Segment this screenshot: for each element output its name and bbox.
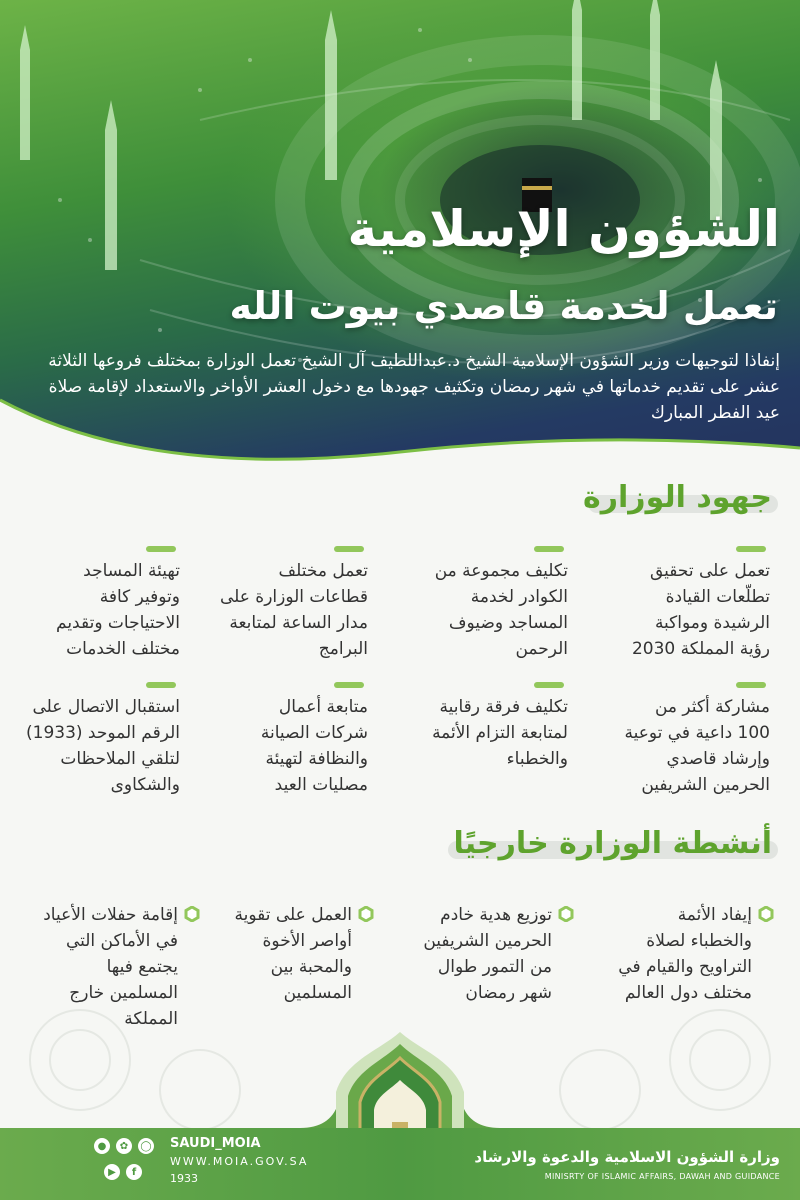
instagram-icon[interactable]: ◯ [138, 1138, 154, 1154]
social-handle[interactable]: SAUDI_MOIA [170, 1136, 261, 1151]
hexagon-bullet-icon [184, 906, 200, 922]
efforts-heading: جهود الوزارة [583, 480, 778, 515]
hexagon-bullet-icon [358, 906, 374, 922]
youtube-icon[interactable]: ▶ [104, 1164, 120, 1180]
bullet-bar [334, 682, 364, 688]
ministry-name-ar: وزارة الشؤون الاسلامية والدعوة والارشاد [474, 1148, 780, 1166]
twitter-icon[interactable]: ✿ [116, 1138, 132, 1154]
bullet-bar [146, 546, 176, 552]
hexagon-bullet-icon [758, 906, 774, 922]
hero-banner [0, 0, 800, 470]
bullet-bar [736, 546, 766, 552]
facebook-icon[interactable]: f [126, 1164, 142, 1180]
hero-wave-divider [0, 390, 800, 470]
footer-ministry [474, 1148, 780, 1181]
efforts-item: تعمل مختلف قطاعات الوزارة على مدار الساعة لمتابعة البرامج [188, 546, 368, 662]
bullet-bar [146, 682, 176, 688]
efforts-item: استقبال الاتصال على الرقم الموحد (1933) لتلقي الملاحظات والشكاوى [0, 682, 180, 798]
hero-title: الشؤون الإسلامية [347, 200, 780, 258]
snapchat-icon[interactable]: ● [94, 1138, 110, 1154]
ministry-name-en: MINISRTY OF ISLAMIC AFFAIRS, DAWAH AND GUIDANCE [544, 1172, 780, 1181]
bullet-bar [736, 682, 766, 688]
website-link[interactable]: WWW.MOIA.GOV.SA [170, 1155, 309, 1168]
efforts-item: متابعة أعمال شركات الصيانة والنظافة لتهيئة مصليات العيد [188, 682, 368, 798]
external-item: العمل على تقوية أواصر الأخوة والمحبة بين المسلمين [182, 902, 352, 1006]
efforts-item: تكليف مجموعة من الكوادر لخدمة المساجد وضيوف الرحمن [388, 546, 568, 662]
external-item: إقامة حفلات الأعياد في الأماكن التي يجتمع فيها المسلمين خارج المملكة [8, 902, 178, 1032]
efforts-item: مشاركة أكثر من 100 داعية في توعية وإرشاد قاصدي الحرمين الشريفين [590, 682, 770, 798]
bullet-bar [534, 682, 564, 688]
bullet-bar [534, 546, 564, 552]
external-item: إيفاد الأئمة والخطباء لصلاة التراويح والقيام في مختلف دول العالم [582, 902, 752, 1006]
external-heading: أنشطة الوزارة خارجيًا [453, 826, 778, 861]
efforts-item: تعمل على تحقيق تطلّعات القيادة الرشيدة ومواكبة رؤية المملكة 2030 [590, 546, 770, 662]
footer-contact [170, 1136, 308, 1185]
hero-subtitle: تعمل لخدمة قاصدي بيوت الله [229, 284, 778, 328]
phone-number[interactable]: 1933 [170, 1172, 198, 1185]
social-icons [94, 1138, 164, 1188]
hexagon-bullet-icon [558, 906, 574, 922]
hero-paragraph: إنفاذا لتوجيهات وزير الشؤون الإسلامية الشيخ د.عبداللطيف آل الشيخ تعمل الوزارة بمختلف فروعها الثلاثة عشر على تقديم خدماتها في شهر رمضان وتكثيف جهودها مع دخول العشر الأواخر والاستعداد لإقامة صلاة عيد الفطر المبارك [48, 351, 780, 423]
efforts-item: تكليف فرقة رقابية لمتابعة التزام الأئمة والخطباء [388, 682, 568, 772]
bullet-bar [334, 546, 364, 552]
efforts-item: تهيئة المساجد وتوفير كافة الاحتياجات وتقديم مختلف الخدمات [0, 546, 180, 662]
external-item: توزيع هدية خادم الحرمين الشريفين من التمور طوال شهر رمضان [382, 902, 552, 1006]
